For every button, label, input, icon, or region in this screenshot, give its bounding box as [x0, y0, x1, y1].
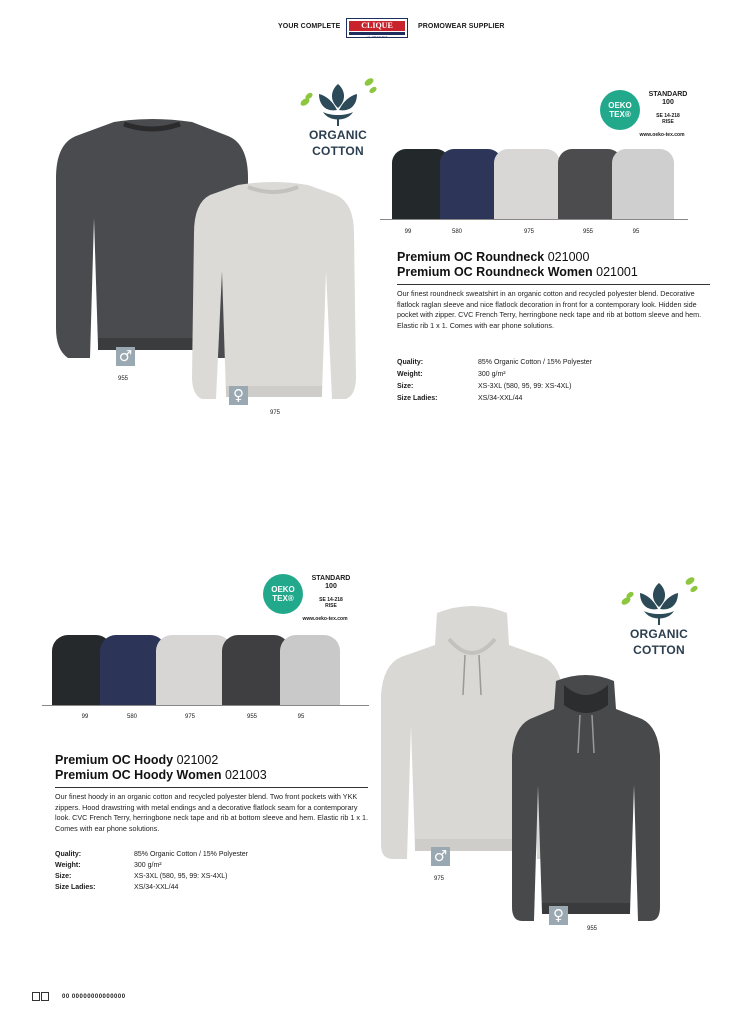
swatch-580: [440, 149, 502, 219]
swatch-95: [280, 635, 340, 705]
swatch-975: [494, 149, 560, 219]
roundneck-name-women: Premium OC Roundneck Women: [397, 265, 593, 279]
swatch-label-975: 975: [184, 714, 195, 720]
oeko-standard-line2: 100: [662, 99, 674, 106]
roundneck-description: Our finest roundneck sweatshirt in an organic cotton and recycled polyester blend. Decorative flatlock raglan sleeve and nice flatlock decoration in front for a contemporary look. Hidden side pocket with zipper. CVC French Terry, herringbone neck tape and rib at bottom sleeve and hem. Elastic rib 1 x 1. Comes with ear phone solutions.: [397, 289, 702, 330]
hoody-code-women: 021003: [224, 768, 267, 782]
roundneck-name-men: Premium OC Roundneck: [397, 250, 545, 264]
hoody-title-line1: [55, 753, 267, 768]
footer-box: [41, 992, 49, 1001]
roundneck-specs: [397, 357, 713, 407]
spec-value: XS/34-XXL/44: [134, 884, 179, 891]
oeko-tex-logo: [600, 90, 640, 130]
spec-key: Weight:: [55, 862, 81, 869]
oeko-standard: [644, 91, 692, 107]
hoody-women-photo: [508, 675, 664, 925]
swatch-label-955: 955: [246, 714, 257, 720]
swatch-label-580: 580: [126, 714, 137, 720]
oeko-standard-line1: STANDARD: [648, 91, 688, 98]
male-color-code: 955: [118, 376, 129, 382]
swatch-label-95: 95: [632, 229, 640, 235]
hoody-specs: [55, 849, 355, 899]
page-header: [0, 18, 754, 38]
hoody-divider: [55, 787, 368, 788]
swatch-label-99: 99: [81, 714, 89, 720]
header-right-text: PROMOWEAR SUPPLIER: [418, 23, 505, 30]
logo-tagline: ref. WEAR TEX: [366, 35, 388, 39]
swatch-975: [156, 635, 232, 705]
hoody-name-men: Premium OC Hoody: [55, 753, 174, 767]
swatch-label-95: 95: [297, 714, 305, 720]
spec-value: XS-3XL (580, 95, 99: XS-4XL): [478, 383, 572, 390]
spec-value: XS-3XL (580, 95, 99: XS-4XL): [134, 873, 228, 880]
spec-value: XS/34-XXL/44: [478, 395, 523, 402]
spec-value: 300 g/m²: [134, 862, 162, 869]
roundneck-women-photo: [186, 181, 361, 411]
swatch-label-975: 975: [523, 229, 534, 235]
footer-page-boxes: [32, 992, 52, 1002]
cotton-plant-icon: [614, 575, 704, 630]
organic-label-line1: ORGANIC: [308, 128, 368, 142]
female-color-code: 975: [270, 410, 281, 416]
roundneck-title: [397, 250, 638, 280]
spec-value: 85% Organic Cotton / 15% Polyester: [134, 851, 249, 858]
spec-key: Quality:: [397, 359, 424, 366]
roundneck-divider: [397, 284, 710, 285]
oeko-tex-logo: [263, 574, 303, 614]
oeko-standard-line1: STANDARD: [311, 575, 351, 582]
oeko-logo-line1: OEKO: [608, 101, 632, 110]
spec-key: Quality:: [55, 851, 82, 858]
organic-cotton-badge-hoody: [614, 575, 704, 670]
swatch-label-955: 955: [582, 229, 593, 235]
oeko-standard: [307, 575, 355, 591]
organic-cotton-badge: [293, 76, 383, 171]
hoody-name-women: Premium OC Hoody Women: [55, 768, 222, 782]
logo-wordmark: CLIQUE: [349, 21, 405, 31]
oeko-tex-badge: [600, 86, 700, 142]
footer-text: 00 00000000000000: [62, 994, 126, 1000]
spec-key: Size Ladies:: [397, 395, 438, 402]
hoody-title: [55, 753, 267, 783]
hoody-color-swatches: [42, 634, 369, 706]
oeko-tex-badge-hoody: [263, 570, 363, 626]
male-icon: ♂: [116, 347, 135, 366]
female-icon: ♀: [229, 386, 248, 405]
spec-value: 85% Organic Cotton / 15% Polyester: [478, 359, 593, 366]
oeko-cert-line2: RISE: [662, 119, 674, 125]
female-icon: ♀: [549, 906, 568, 925]
oeko-cert-line2: RISE: [325, 603, 337, 609]
oeko-logo-line1: OEKO: [271, 585, 295, 594]
female-color-code: 955: [587, 926, 598, 932]
cotton-plant-icon: [293, 76, 383, 131]
oeko-cert: [644, 113, 692, 125]
male-icon: ♂: [431, 847, 450, 866]
male-color-code: 975: [434, 876, 445, 882]
swatch-95: [612, 149, 674, 219]
oeko-cert-line1: SE 14-218: [319, 597, 343, 603]
roundneck-title-line1: [397, 250, 638, 265]
hoody-code-men: 021002: [176, 753, 219, 767]
clique-logo: [346, 18, 408, 38]
roundneck-color-swatches: [380, 148, 688, 220]
oeko-url: www.oeko-tex.com: [302, 616, 348, 622]
footer-box: [32, 992, 40, 1001]
roundneck-title-line2: [397, 265, 638, 280]
spec-key: Size:: [55, 873, 72, 880]
organic-label-line1: ORGANIC: [629, 627, 689, 641]
oeko-standard-line2: 100: [325, 583, 337, 590]
spec-key: Weight:: [397, 371, 423, 378]
spec-value: 300 g/m²: [478, 371, 506, 378]
roundneck-code-women: 021001: [596, 265, 638, 279]
oeko-logo-line2: TEX®: [609, 110, 631, 119]
spec-key: Size Ladies:: [55, 884, 96, 891]
hoody-title-line2: [55, 768, 267, 783]
oeko-logo-line2: TEX®: [272, 594, 294, 603]
oeko-cert: [307, 597, 355, 609]
header-left-text: YOUR COMPLETE: [278, 23, 341, 30]
hoody-description: Our finest hoody in an organic cotton and recycled polyester blend. Two front pockets with YKK zippers. Hood drawstring with metal endings and a decorative flatlock seam for a contemporary look. CVC French Terry, herringbone neck tape and rib at bottom sleeve and hem. Elastic rib 1 x 1. Comes with ear phone solutions.: [55, 792, 368, 833]
swatch-label-580: 580: [451, 229, 462, 235]
spec-key: Size:: [397, 383, 414, 390]
oeko-cert-line1: SE 14-218: [656, 113, 680, 119]
organic-label-line2: COTTON: [633, 643, 685, 657]
oeko-url: www.oeko-tex.com: [639, 132, 685, 138]
swatch-label-99: 99: [404, 229, 412, 235]
roundneck-code-men: 021000: [547, 250, 590, 264]
organic-label-line2: COTTON: [312, 144, 364, 158]
